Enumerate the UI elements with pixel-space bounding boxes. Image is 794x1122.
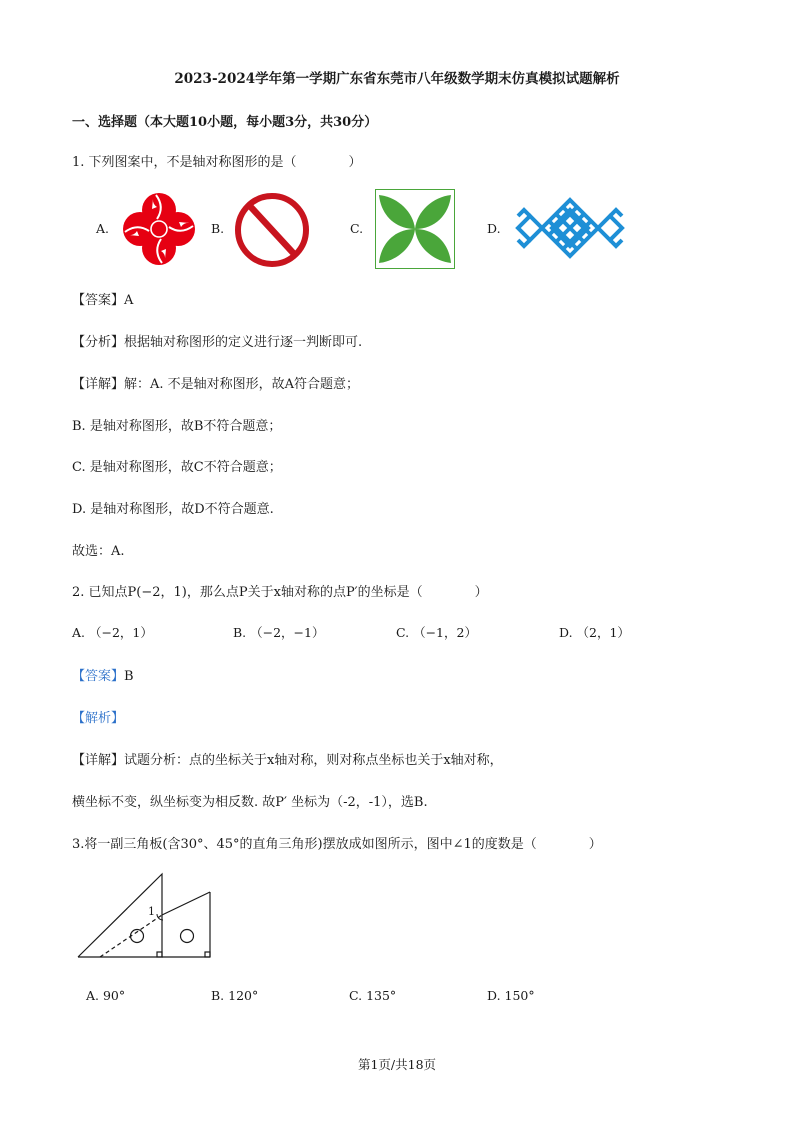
red-flower-figure xyxy=(120,190,198,268)
q1-answer: 【答案】A xyxy=(72,293,134,308)
q1-analysis: 【分析】根据轴对称图形的定义进行逐一判断即可. xyxy=(72,335,363,350)
page-number: 第1页/共18页 xyxy=(357,1057,437,1072)
q2-answer xyxy=(72,665,134,684)
q2-option-a: A. （−2，1） xyxy=(72,625,153,640)
q2-detail-line-2: 横坐标不变，纵坐标变为相反数. 故P′ 坐标为（-2，-1），选B. xyxy=(72,795,428,810)
q2-detail-line-1: 【详解】试题分析：点的坐标关于x轴对称，则对称点坐标也关于x轴对称， xyxy=(72,753,503,768)
q2-answer-tag: 【答案】 xyxy=(72,669,125,684)
q3-option-a: A. 90° xyxy=(86,988,126,1003)
angle-1-label: 1 xyxy=(148,905,155,918)
page-title: 2023-2024学年第一学期广东省东莞市八年级数学期末仿真模拟试题解析 xyxy=(174,71,620,87)
green-leaves-figure xyxy=(375,189,455,269)
q2-option-d: D. （2，1） xyxy=(559,625,630,640)
q1-choice: 故选：A. xyxy=(72,544,125,559)
q1-detail-line-2: B. 是轴对称图形，故B不符合题意； xyxy=(72,419,282,434)
q1-detail-line-1: 【详解】解：A. 不是轴对称图形，故A符合题意； xyxy=(72,377,360,392)
q1-label-c: C. xyxy=(350,221,364,236)
q1-label-a: A. xyxy=(96,221,110,236)
q1-detail-line-4: D. 是轴对称图形，故D不符合题意. xyxy=(72,502,274,517)
triangle-set-square-figure xyxy=(70,870,220,965)
q2-option-b: B. （−2，−1） xyxy=(233,625,325,640)
q3-option-c: C. 135° xyxy=(349,988,397,1003)
q2-stem: 2. 已知点P(−2，1)，那么点P关于x轴对称的点P′的坐标是（ ） xyxy=(72,585,488,600)
section-heading: 一、选择题（本大题10小题，每小题3分，共30分） xyxy=(72,115,378,130)
q1-detail-line-3: C. 是轴对称图形，故C不符合题意； xyxy=(72,460,282,475)
q2-option-c: C. （−1，2） xyxy=(396,625,477,640)
q1-label-b: B. xyxy=(211,221,225,236)
q1-stem: 1. 下列图案中，不是轴对称图形的是（ ） xyxy=(72,155,362,170)
q2-answer-value: B xyxy=(124,669,134,684)
q3-option-d: D. 150° xyxy=(487,988,535,1003)
q3-option-b: B. 120° xyxy=(211,988,259,1003)
q2-analysis-tag: 【解析】 xyxy=(72,711,125,726)
q1-label-d: D. xyxy=(487,221,501,236)
chinese-knot-figure xyxy=(512,195,628,261)
q3-stem: 3.将一副三角板(含30°、45°的直角三角形)摆放成如图所示，图中∠1的度数是（ ） xyxy=(72,837,602,852)
prohibition-sign-figure xyxy=(233,191,311,269)
